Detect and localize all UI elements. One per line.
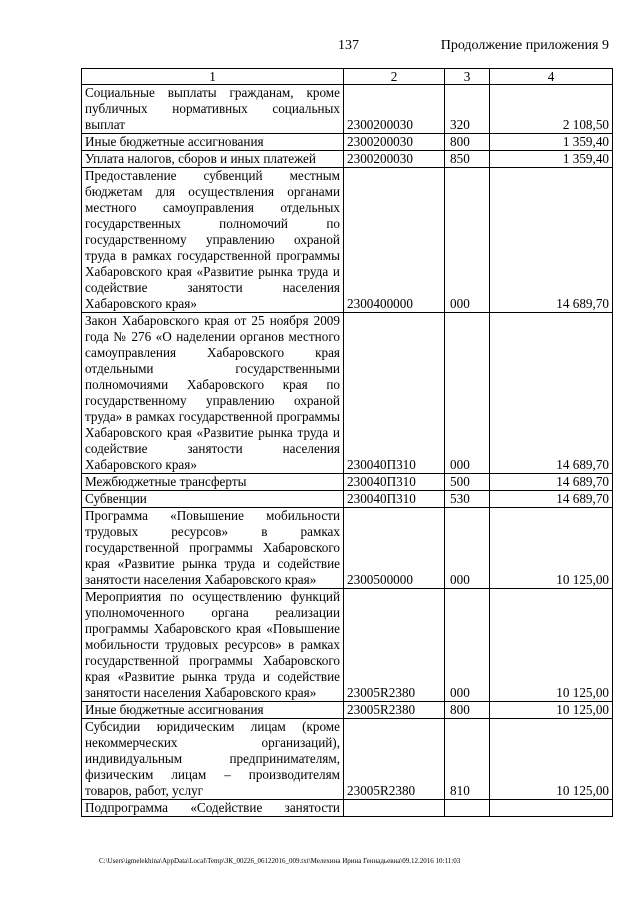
row-code: 23005R2380 (344, 589, 445, 702)
row-code: 2300200030 (344, 151, 445, 168)
row-vr: 000 (445, 508, 490, 589)
row-code: 230040П310 (344, 313, 445, 474)
row-name: Мероприятия по осуществлению функций уполномоченного органа реализации программы Хабаровского края «Повышение мобильности трудовых ресурсов» в рамках государственной программы Хабаровского края «Развитие рынка труда и содействие занятости населения Хабаровского края» (82, 589, 344, 702)
row-name: Иные бюджетные ассигнования (82, 702, 344, 719)
row-amount: 1 359,40 (490, 151, 613, 168)
row-code: 2300400000 (344, 168, 445, 313)
row-name: Программа «Повышение мобильности трудовых ресурсов» в рамках государственной программы Хабаровского края «Развитие рынка труда и содействие занятости населения Хабаровского края» (82, 508, 344, 589)
table-row (82, 313, 613, 474)
row-name: Предоставление субвенций местным бюджетам для осуществления органами местного самоуправления отдельных государственных полномочий по государственному управлению охраной труда в рамках государственной программы Хабаровского края «Развитие рынка труда и содействие занятости населения Хабаровского края» (82, 168, 344, 313)
row-vr: 000 (445, 589, 490, 702)
row-name: Субсидии юридическим лицам (кроме некоммерческих организаций), индивидуальным предпринимателям, физическим лицам – производителям товаров, работ, услуг (82, 719, 344, 800)
row-code: 23005R2380 (344, 719, 445, 800)
row-amount: 2 108,50 (490, 85, 613, 134)
row-name: Иные бюджетные ассигнования (82, 134, 344, 151)
column-header: 2 (344, 69, 445, 85)
row-code (344, 800, 445, 817)
table-row (82, 702, 613, 719)
column-header: 4 (490, 69, 613, 85)
row-name: Уплата налогов, сборов и иных платежей (82, 151, 344, 168)
row-amount: 10 125,00 (490, 508, 613, 589)
page-number: 137 (338, 38, 359, 53)
table-row (82, 491, 613, 508)
row-vr: 320 (445, 85, 490, 134)
row-amount: 10 125,00 (490, 589, 613, 702)
table-row (82, 800, 613, 817)
row-name: Межбюджетные трансферты (82, 474, 344, 491)
row-vr: 800 (445, 702, 490, 719)
row-name: Субвенции (82, 491, 344, 508)
row-vr: 000 (445, 168, 490, 313)
table-row (82, 719, 613, 800)
row-amount: 10 125,00 (490, 719, 613, 800)
row-name: Закон Хабаровского края от 25 ноября 2009 года № 276 «О наделении органов местного самоуправления Хабаровского края отдельными государственными полномочиями Хабаровского края по государственному управлению охраной труда» в рамках государственной программы Хабаровского края «Развитие рынка труда и содействие занятости населения Хабаровского края» (82, 313, 344, 474)
row-name: Подпрограмма «Содействие занятости (82, 800, 344, 817)
row-amount: 1 359,40 (490, 134, 613, 151)
row-code: 230040П310 (344, 474, 445, 491)
row-vr (445, 800, 490, 817)
row-vr: 850 (445, 151, 490, 168)
table-row (82, 508, 613, 589)
table-row (82, 589, 613, 702)
table-row (82, 168, 613, 313)
table-row (82, 474, 613, 491)
continuation-label: Продолжение приложения 9 (440, 38, 609, 53)
table-row (82, 151, 613, 168)
column-header: 1 (82, 69, 344, 85)
row-amount: 14 689,70 (490, 474, 613, 491)
row-amount: 14 689,70 (490, 313, 613, 474)
row-amount (490, 800, 613, 817)
row-amount: 14 689,70 (490, 491, 613, 508)
row-vr: 810 (445, 719, 490, 800)
row-code: 2300200030 (344, 134, 445, 151)
column-header: 3 (445, 69, 490, 85)
budget-table (81, 68, 613, 817)
document-path-footer: C:\Users\igmelekhina\AppData\Local\Temp\ЗК_00226_06122016_009.txt\Мелехина Ирина Геннадьевна\09.12.2016 10:11:03 (99, 857, 461, 865)
row-name: Социальные выплаты гражданам, кроме публичных нормативных социальных выплат (82, 85, 344, 134)
header-row (82, 69, 613, 85)
row-vr: 530 (445, 491, 490, 508)
row-vr: 000 (445, 313, 490, 474)
row-vr: 800 (445, 134, 490, 151)
row-amount: 10 125,00 (490, 702, 613, 719)
row-code: 2300200030 (344, 85, 445, 134)
table-row (82, 134, 613, 151)
table-row (82, 85, 613, 134)
row-code: 230040П310 (344, 491, 445, 508)
row-code: 2300500000 (344, 508, 445, 589)
row-code: 23005R2380 (344, 702, 445, 719)
row-amount: 14 689,70 (490, 168, 613, 313)
row-vr: 500 (445, 474, 490, 491)
